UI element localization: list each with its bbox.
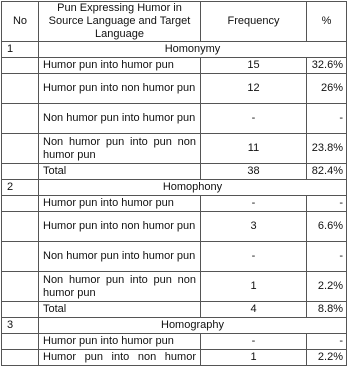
row-no-cell bbox=[2, 302, 39, 318]
total-frequency: 4 bbox=[201, 302, 307, 318]
row-frequency: 1 bbox=[201, 350, 307, 366]
row-label: Non humor pun into pun non humor pun bbox=[39, 272, 201, 302]
table-row bbox=[2, 212, 347, 242]
row-no-cell bbox=[2, 242, 39, 272]
total-frequency: 38 bbox=[201, 164, 307, 180]
row-frequency: 15 bbox=[201, 58, 307, 74]
row-percent: 2.2% bbox=[307, 272, 347, 302]
row-no-cell bbox=[2, 272, 39, 302]
row-percent: - bbox=[307, 104, 347, 134]
row-frequency: 11 bbox=[201, 134, 307, 164]
section-category: Homonymy bbox=[39, 42, 347, 58]
section-category: Homography bbox=[39, 318, 347, 334]
row-percent: - bbox=[307, 196, 347, 212]
row-label: Humor pun into non humor pun bbox=[39, 212, 201, 242]
total-percent: 82.4% bbox=[307, 164, 347, 180]
table-row bbox=[2, 272, 347, 302]
row-label: Non humor pun into humor pun bbox=[39, 104, 201, 134]
section-row bbox=[2, 42, 347, 58]
row-frequency: - bbox=[201, 334, 307, 350]
table-row bbox=[2, 242, 347, 272]
row-percent: 23.8% bbox=[307, 134, 347, 164]
row-no-cell bbox=[2, 104, 39, 134]
total-row bbox=[2, 302, 347, 318]
total-label: Total bbox=[39, 302, 201, 318]
row-label: Humor pun into humor pun bbox=[39, 334, 201, 350]
row-percent: - bbox=[307, 242, 347, 272]
row-no-cell bbox=[2, 350, 39, 366]
row-percent: 6.6% bbox=[307, 212, 347, 242]
row-label: Humor pun into non humor bbox=[39, 350, 201, 366]
row-no-cell bbox=[2, 134, 39, 164]
row-percent: 2.2% bbox=[307, 350, 347, 366]
row-no-cell bbox=[2, 196, 39, 212]
section-category: Homophony bbox=[39, 180, 347, 196]
table-row bbox=[2, 334, 347, 350]
row-label: Non humor pun into pun non humor pun bbox=[39, 134, 201, 164]
total-percent: 8.8% bbox=[307, 302, 347, 318]
table-row bbox=[2, 350, 347, 366]
row-label: Humor pun into humor pun bbox=[39, 196, 201, 212]
section-number: 3 bbox=[2, 318, 39, 334]
header-pun: Pun Expressing Humor in Source Language and Target Language bbox=[39, 2, 201, 42]
row-label: Non humor pun into humor pun bbox=[39, 242, 201, 272]
row-frequency: 3 bbox=[201, 212, 307, 242]
header-no: No bbox=[2, 2, 39, 42]
row-percent: 32.6% bbox=[307, 58, 347, 74]
row-no-cell bbox=[2, 58, 39, 74]
row-frequency: - bbox=[201, 104, 307, 134]
header-percent: % bbox=[307, 2, 347, 42]
total-label: Total bbox=[39, 164, 201, 180]
row-label: Humor pun into humor pun bbox=[39, 58, 201, 74]
row-no-cell bbox=[2, 74, 39, 104]
row-label: Humor pun into non humor pun bbox=[39, 74, 201, 104]
table-row bbox=[2, 58, 347, 74]
table-row bbox=[2, 196, 347, 212]
table-header-row bbox=[2, 2, 347, 42]
row-frequency: 1 bbox=[201, 272, 307, 302]
section-number: 2 bbox=[2, 180, 39, 196]
row-frequency: - bbox=[201, 196, 307, 212]
total-row bbox=[2, 164, 347, 180]
row-no-cell bbox=[2, 212, 39, 242]
row-no-cell bbox=[2, 164, 39, 180]
row-percent: 26% bbox=[307, 74, 347, 104]
section-row bbox=[2, 318, 347, 334]
row-frequency: - bbox=[201, 242, 307, 272]
row-frequency: 12 bbox=[201, 74, 307, 104]
row-no-cell bbox=[2, 334, 39, 350]
pun-frequency-table bbox=[1, 1, 347, 366]
table-row bbox=[2, 104, 347, 134]
row-percent: - bbox=[307, 334, 347, 350]
table-row bbox=[2, 74, 347, 104]
section-number: 1 bbox=[2, 42, 39, 58]
header-frequency: Frequency bbox=[201, 2, 307, 42]
table-row bbox=[2, 134, 347, 164]
section-row bbox=[2, 180, 347, 196]
